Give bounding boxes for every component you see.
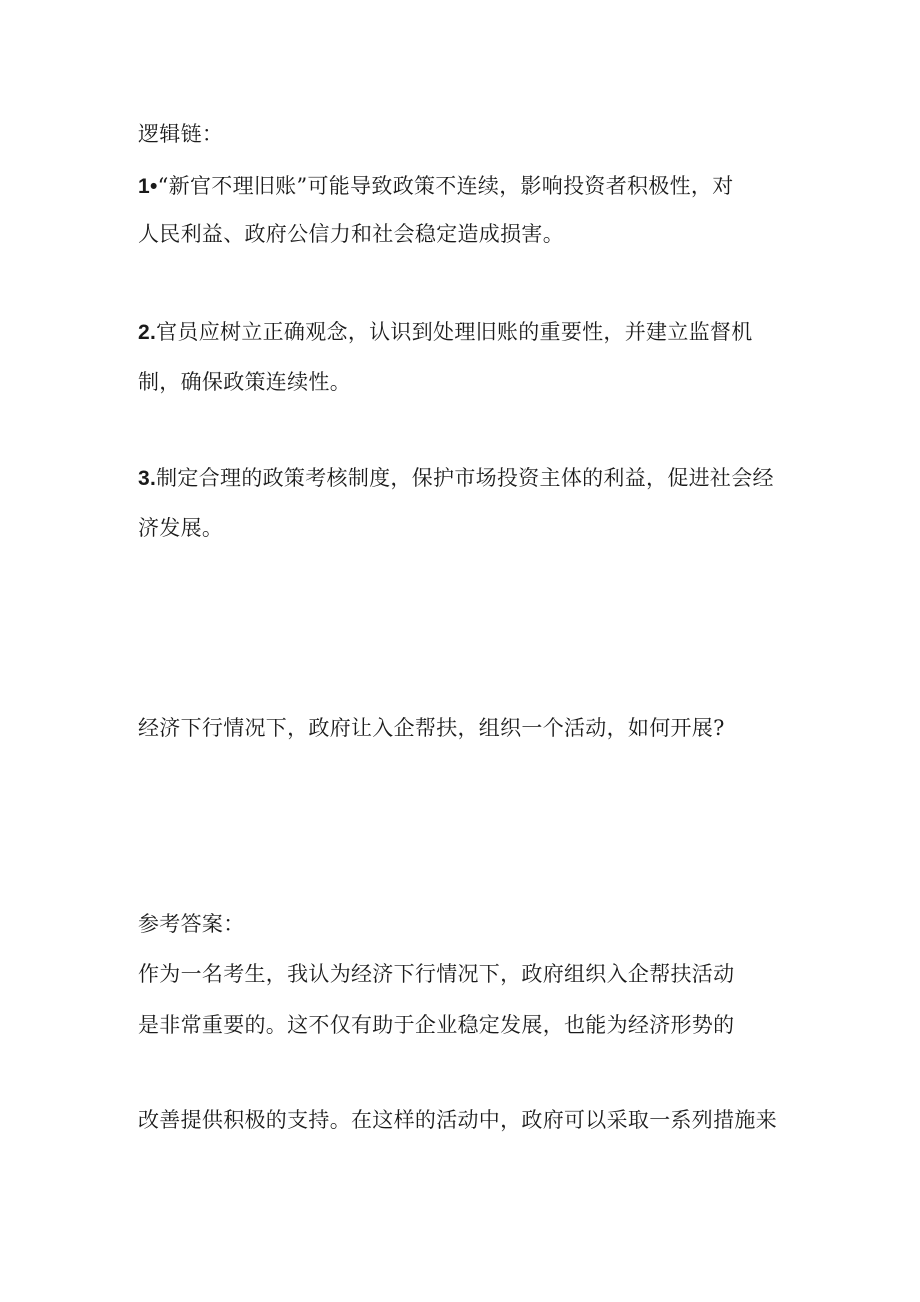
point-2-line-2: 制，确保政策连续性。 — [138, 370, 351, 394]
point-3-line-2: 济发展。 — [138, 516, 224, 540]
answer-line-1: 作为一名考生，我认为经济下行情况下，政府组织入企帮扶活动 — [138, 962, 735, 986]
point-3-text: 制定合理的政策考核制度，保护市场投资主体的利益，促进社会经 — [156, 466, 774, 490]
point-2-text: 官员应树立正确观念，认识到处理旧账的重要性，并建立监督机 — [156, 320, 753, 344]
point-2-line-1 — [138, 320, 753, 345]
point-1-line-1 — [138, 174, 734, 199]
point-3-number: 3. — [138, 467, 157, 490]
point-3-line-1 — [138, 466, 774, 491]
answer-line-2: 是非常重要的。这不仅有助于企业稳定发展，也能为经济形势的 — [138, 1013, 735, 1037]
point-1-number: 1• — [138, 175, 158, 198]
point-1-line-2: 人民利益、政府公信力和社会稳定造成损害。 — [138, 222, 564, 246]
question-text: 经济下行情况下，政府让入企帮扶，组织一个活动，如何开展? — [138, 716, 725, 740]
answer-heading: 参考答案： — [138, 912, 245, 936]
logic-heading: 逻辑链： — [138, 122, 224, 146]
point-2-number: 2. — [138, 321, 157, 344]
point-1-text: “新官不理旧账”可能导致政策不连续，影响投资者积极性，对 — [157, 174, 734, 198]
answer-line-3: 改善提供积极的支持。在这样的活动中，政府可以采取一系列措施来 — [138, 1108, 777, 1132]
